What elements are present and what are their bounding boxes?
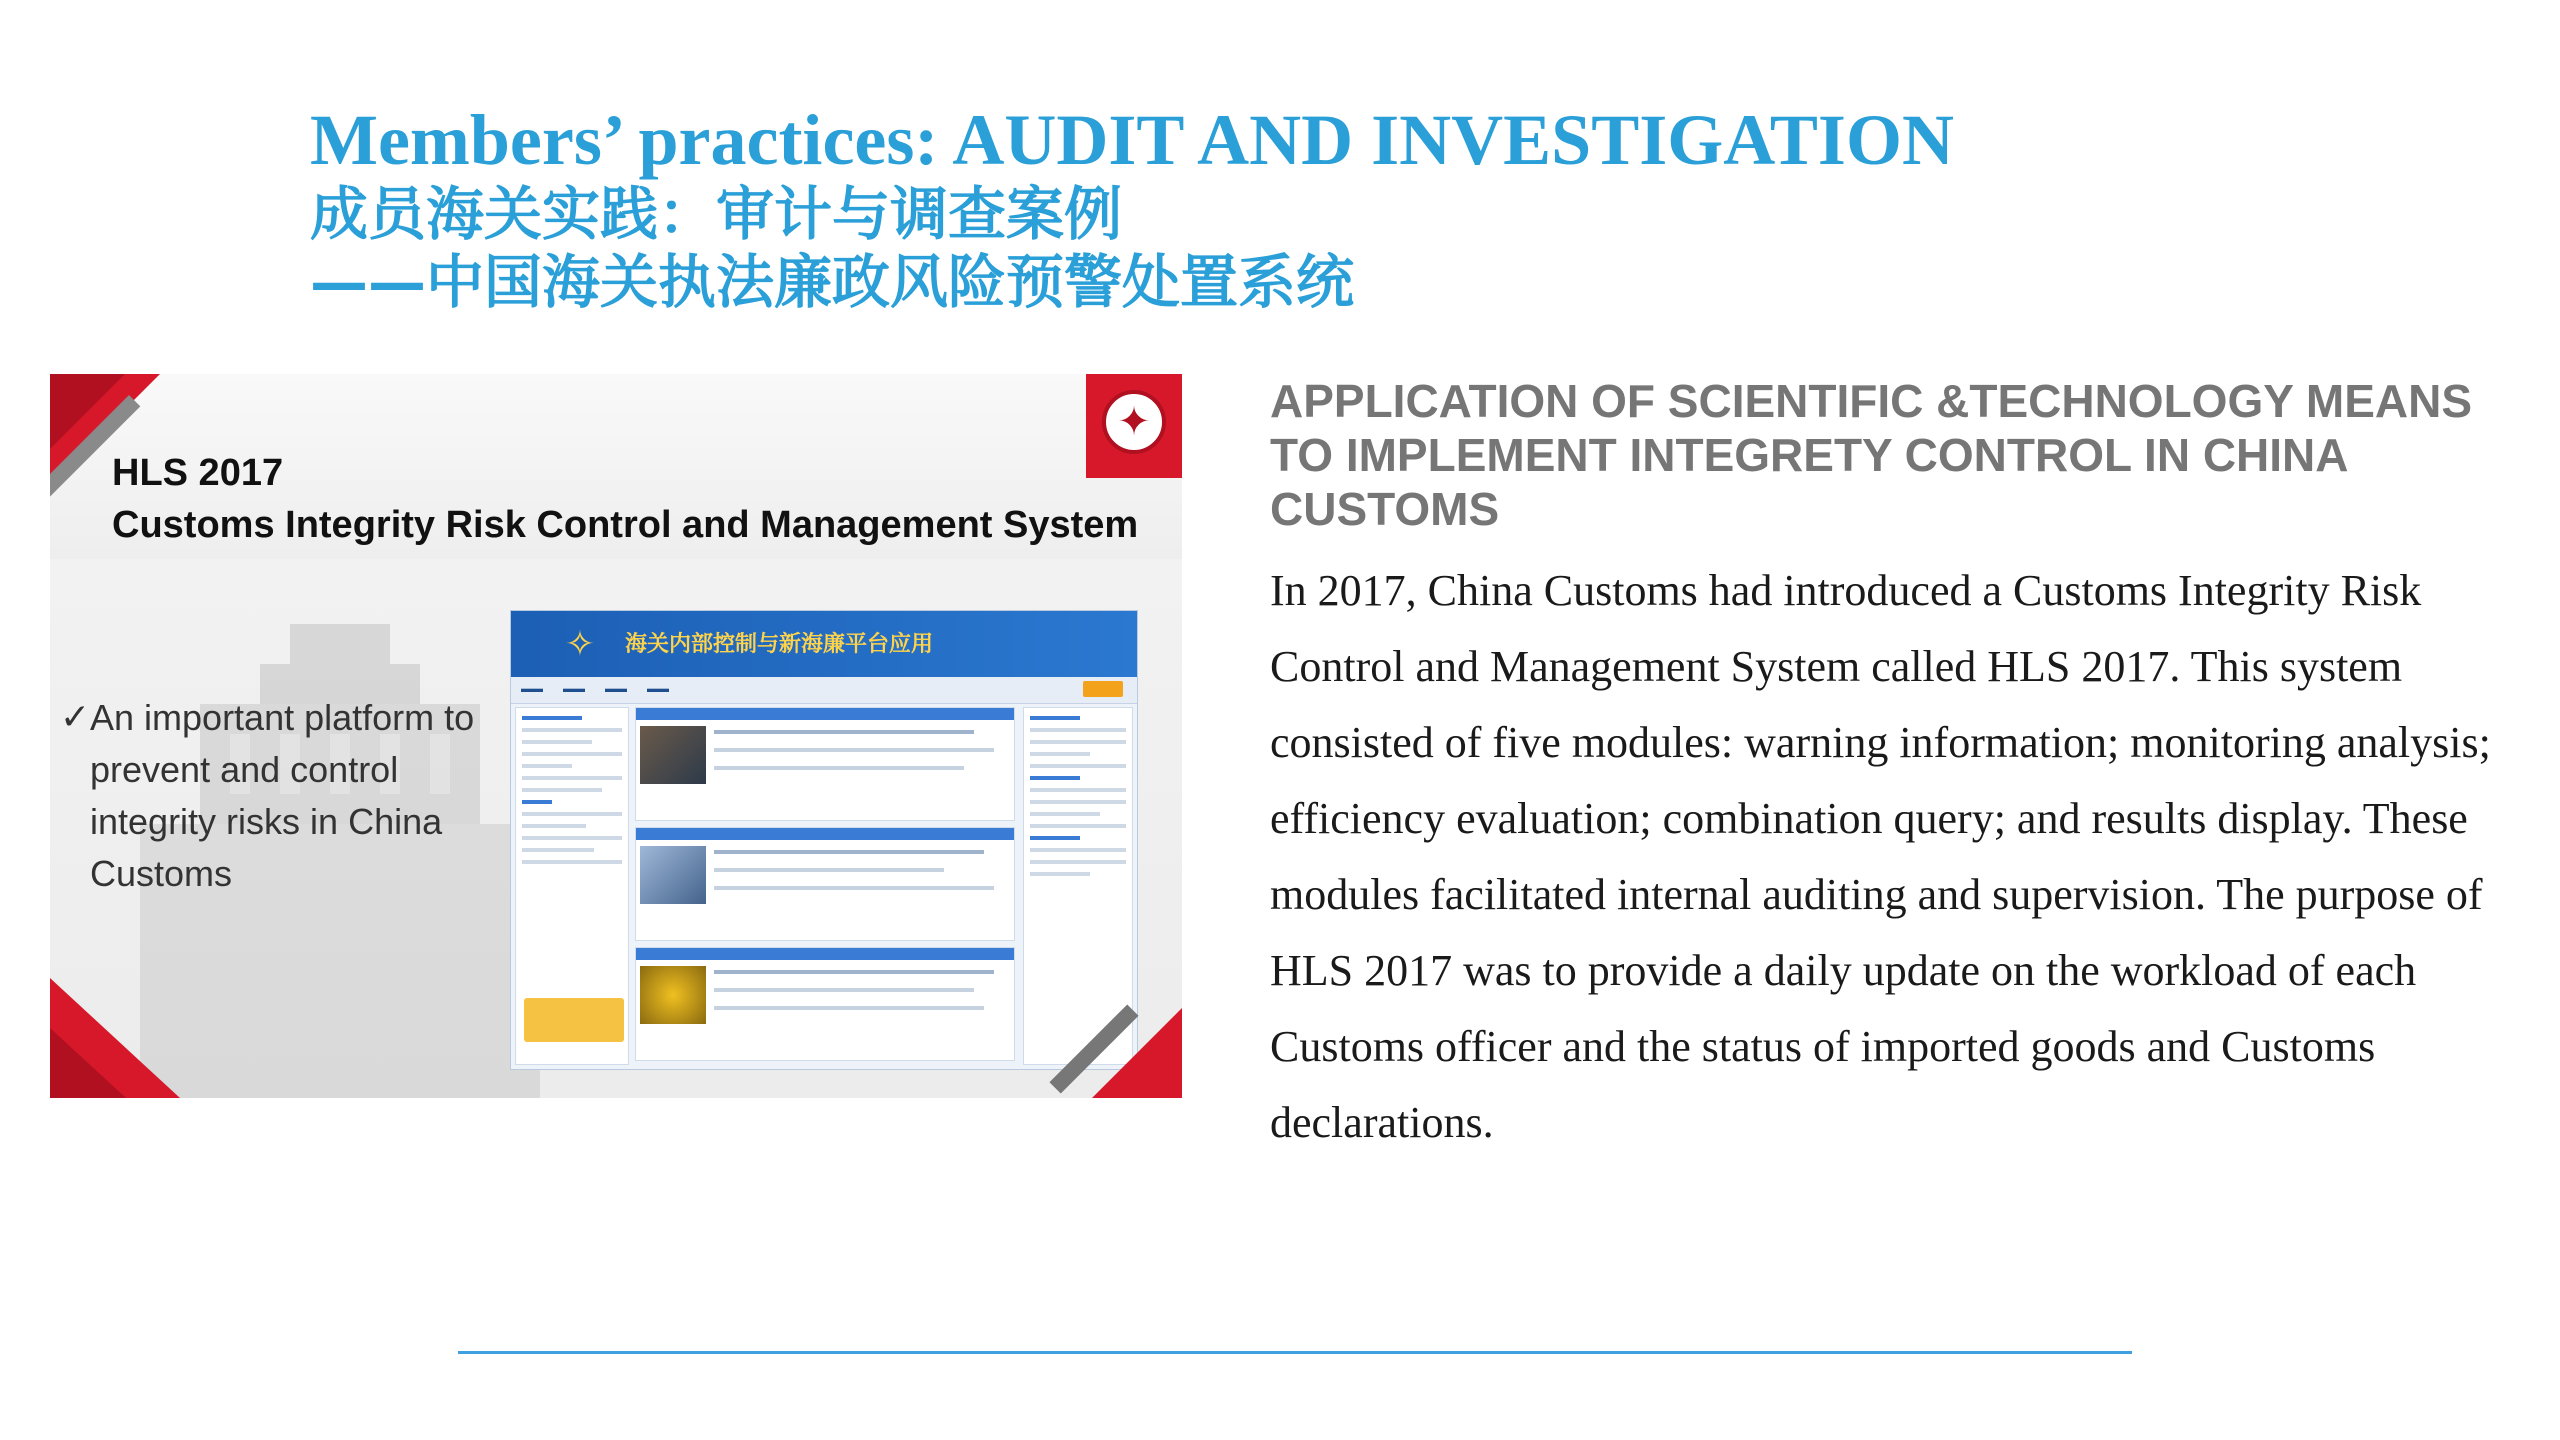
footer-divider-line <box>458 1351 2132 1354</box>
customs-emblem-icon: ✦ <box>1102 390 1166 454</box>
platform-nav-button <box>1083 681 1123 697</box>
slide-title-system: Customs Integrity Risk Control and Management System <box>112 504 1139 546</box>
section-heading: APPLICATION OF SCIENTIFIC &TECHNOLOGY MEANS TO IMPLEMENT INTEGRETY CONTROL IN CHINA CUSTOMS <box>1270 375 2472 535</box>
slide-title-hls: HLS 2017 <box>112 452 284 494</box>
embedded-slide-image <box>50 374 1182 1098</box>
platform-banner-title: 海关内部控制与新海廉平台应用 <box>625 632 934 657</box>
platform-screenshot <box>510 610 1138 1070</box>
page-title-chinese-2: ——中国海关执法廉政风险预警处置系统 <box>310 248 1355 316</box>
meeting-photo-thumb <box>640 726 706 784</box>
red-corner-bottom-right <box>1092 1008 1182 1098</box>
platform-section <box>635 947 1015 1061</box>
page-title-block <box>310 100 2410 316</box>
dark-red-corner-bottom-left <box>50 1028 126 1098</box>
flowers-photo-thumb <box>640 966 706 1024</box>
platform-banner <box>511 611 1137 677</box>
customs-logo-badge <box>1086 374 1182 478</box>
page-title-chinese-1: 成员海关实践：审计与调查案例 <box>310 180 1123 248</box>
checkmark-icon: ✓ <box>60 697 91 738</box>
people-photo-thumb <box>640 846 706 904</box>
page-title-english: Members’ practices: AUDIT AND INVESTIGATION <box>310 100 1954 180</box>
platform-nav-bar: ▬▬ ▬▬ ▬▬ ▬▬ <box>511 677 1137 704</box>
platform-section <box>635 707 1015 821</box>
slide-bullet-point <box>60 692 480 900</box>
platform-left-panel <box>515 707 629 1065</box>
section-body-text: In 2017, China Customs had introduced a Customs Integrity Risk Control and Management System called HLS 2017. This system consisted of five modules: warning information; monitoring analysis; efficiency evaluation; combination query; and results display. These modules facilitated internal auditing and supervision. The purpose of HLS 2017 was to provide a daily update on the workload of each Customs officer and the status of imported goods and Customs declarations. <box>1270 566 2491 1147</box>
slide-bullet-text: An important platform to prevent and control integrity risks in China Customs <box>90 697 475 894</box>
platform-center-panel <box>635 707 1015 1063</box>
platform-yellow-button <box>524 998 624 1042</box>
platform-emblem-icon: ✧ <box>564 623 596 664</box>
platform-section <box>635 827 1015 941</box>
